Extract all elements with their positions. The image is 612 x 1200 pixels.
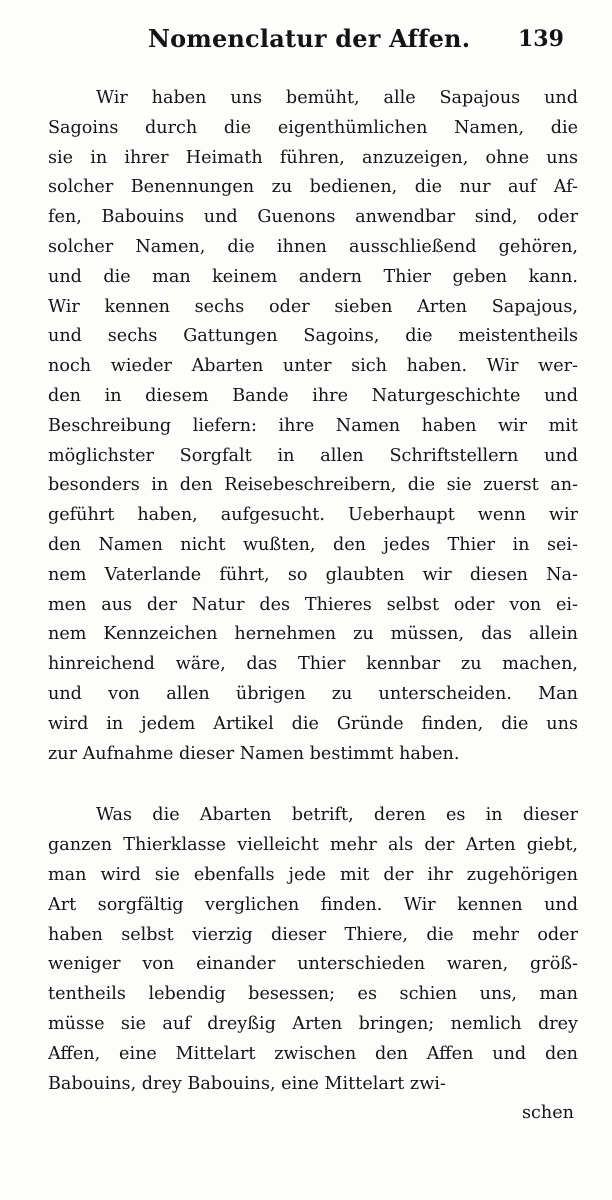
running-title: Nomenclatur der Affen. (148, 24, 471, 53)
body-text (48, 84, 578, 1129)
text-line: Wir haben uns bemüht, alle Sapajous und (96, 88, 578, 108)
text-line: haben selbst vierzig dieser Thiere, die mehr oder (48, 924, 578, 945)
text-line: Wir kennen sechs oder sieben Arten Sapajous, (48, 296, 578, 317)
text-line: solcher Benennungen zu bedienen, die nur auf Af- (48, 177, 578, 198)
paragraph (48, 801, 578, 1099)
page-header (0, 18, 612, 58)
text-line: möglichster Sorgfalt in allen Schriftstellern und (48, 445, 578, 466)
text-line: ganzen Thierklasse vielleicht mehr als der Arten giebt, (48, 835, 578, 856)
text-line: solcher Namen, die ihnen ausschließend gehören, (48, 236, 578, 257)
text-line: und sechs Gattungen Sagoins, die meistentheils (48, 326, 578, 347)
text-line: hinreichend wäre, das Thier kennbar zu machen, (48, 654, 578, 675)
paragraph (48, 84, 578, 769)
catchword: schen (522, 1103, 574, 1124)
text-line: und von allen übrigen zu unterscheiden. Man (48, 683, 578, 704)
text-line: besonders in den Reisebeschreibern, die sie zuerst an- (48, 475, 578, 496)
page-number: 139 (518, 26, 564, 52)
text-line: Babouins, drey Babouins, eine Mittelart zwi- (48, 1073, 446, 1094)
text-line: Art sorgfältig verglichen finden. Wir kennen und (48, 894, 578, 915)
text-line: tentheils lebendig besessen; es schien uns, man (48, 984, 578, 1005)
text-line: Was die Abarten betrift, deren es in dieser (96, 805, 578, 826)
text-line: geführt haben, aufgesucht. Ueberhaupt wenn wir (48, 505, 578, 526)
text-line: nem Vaterlande führt, so glaubten wir diesen Na- (48, 564, 578, 585)
text-line: den in diesem Bande ihre Naturgeschichte und (48, 385, 578, 406)
text-line: man wird sie ebenfalls jede mit der ihr zugehörigen (48, 864, 578, 885)
text-line: wird in jedem Artikel die Gründe finden, die uns (48, 713, 578, 734)
text-line: nem Kennzeichen hernehmen zu müssen, das allein (48, 624, 578, 645)
text-line: Beschreibung liefern: ihre Namen haben wir mit (48, 415, 578, 436)
text-line: weniger von einander unterschieden waren, größ- (48, 954, 578, 975)
text-line: Sagoins durch die eigenthümlichen Namen, die (48, 117, 578, 138)
text-line: den Namen nicht wußten, den jedes Thier in sei- (48, 534, 578, 555)
text-line: Affen, eine Mittelart zwischen den Affen und den (48, 1043, 578, 1064)
text-line: zur Aufnahme dieser Namen bestimmt haben. (48, 743, 460, 764)
text-line: müsse sie auf dreyßig Arten bringen; nemlich drey (48, 1013, 578, 1034)
text-line: men aus der Natur des Thieres selbst oder von ei- (48, 594, 578, 615)
text-line: sie in ihrer Heimath führen, anzuzeigen, ohne uns (48, 147, 578, 168)
text-line: noch wieder Abarten unter sich haben. Wir wer- (48, 356, 578, 377)
text-line: fen, Babouins und Guenons anwendbar sind, oder (48, 207, 578, 228)
text-line: und die man keinem andern Thier geben kann. (48, 266, 578, 287)
